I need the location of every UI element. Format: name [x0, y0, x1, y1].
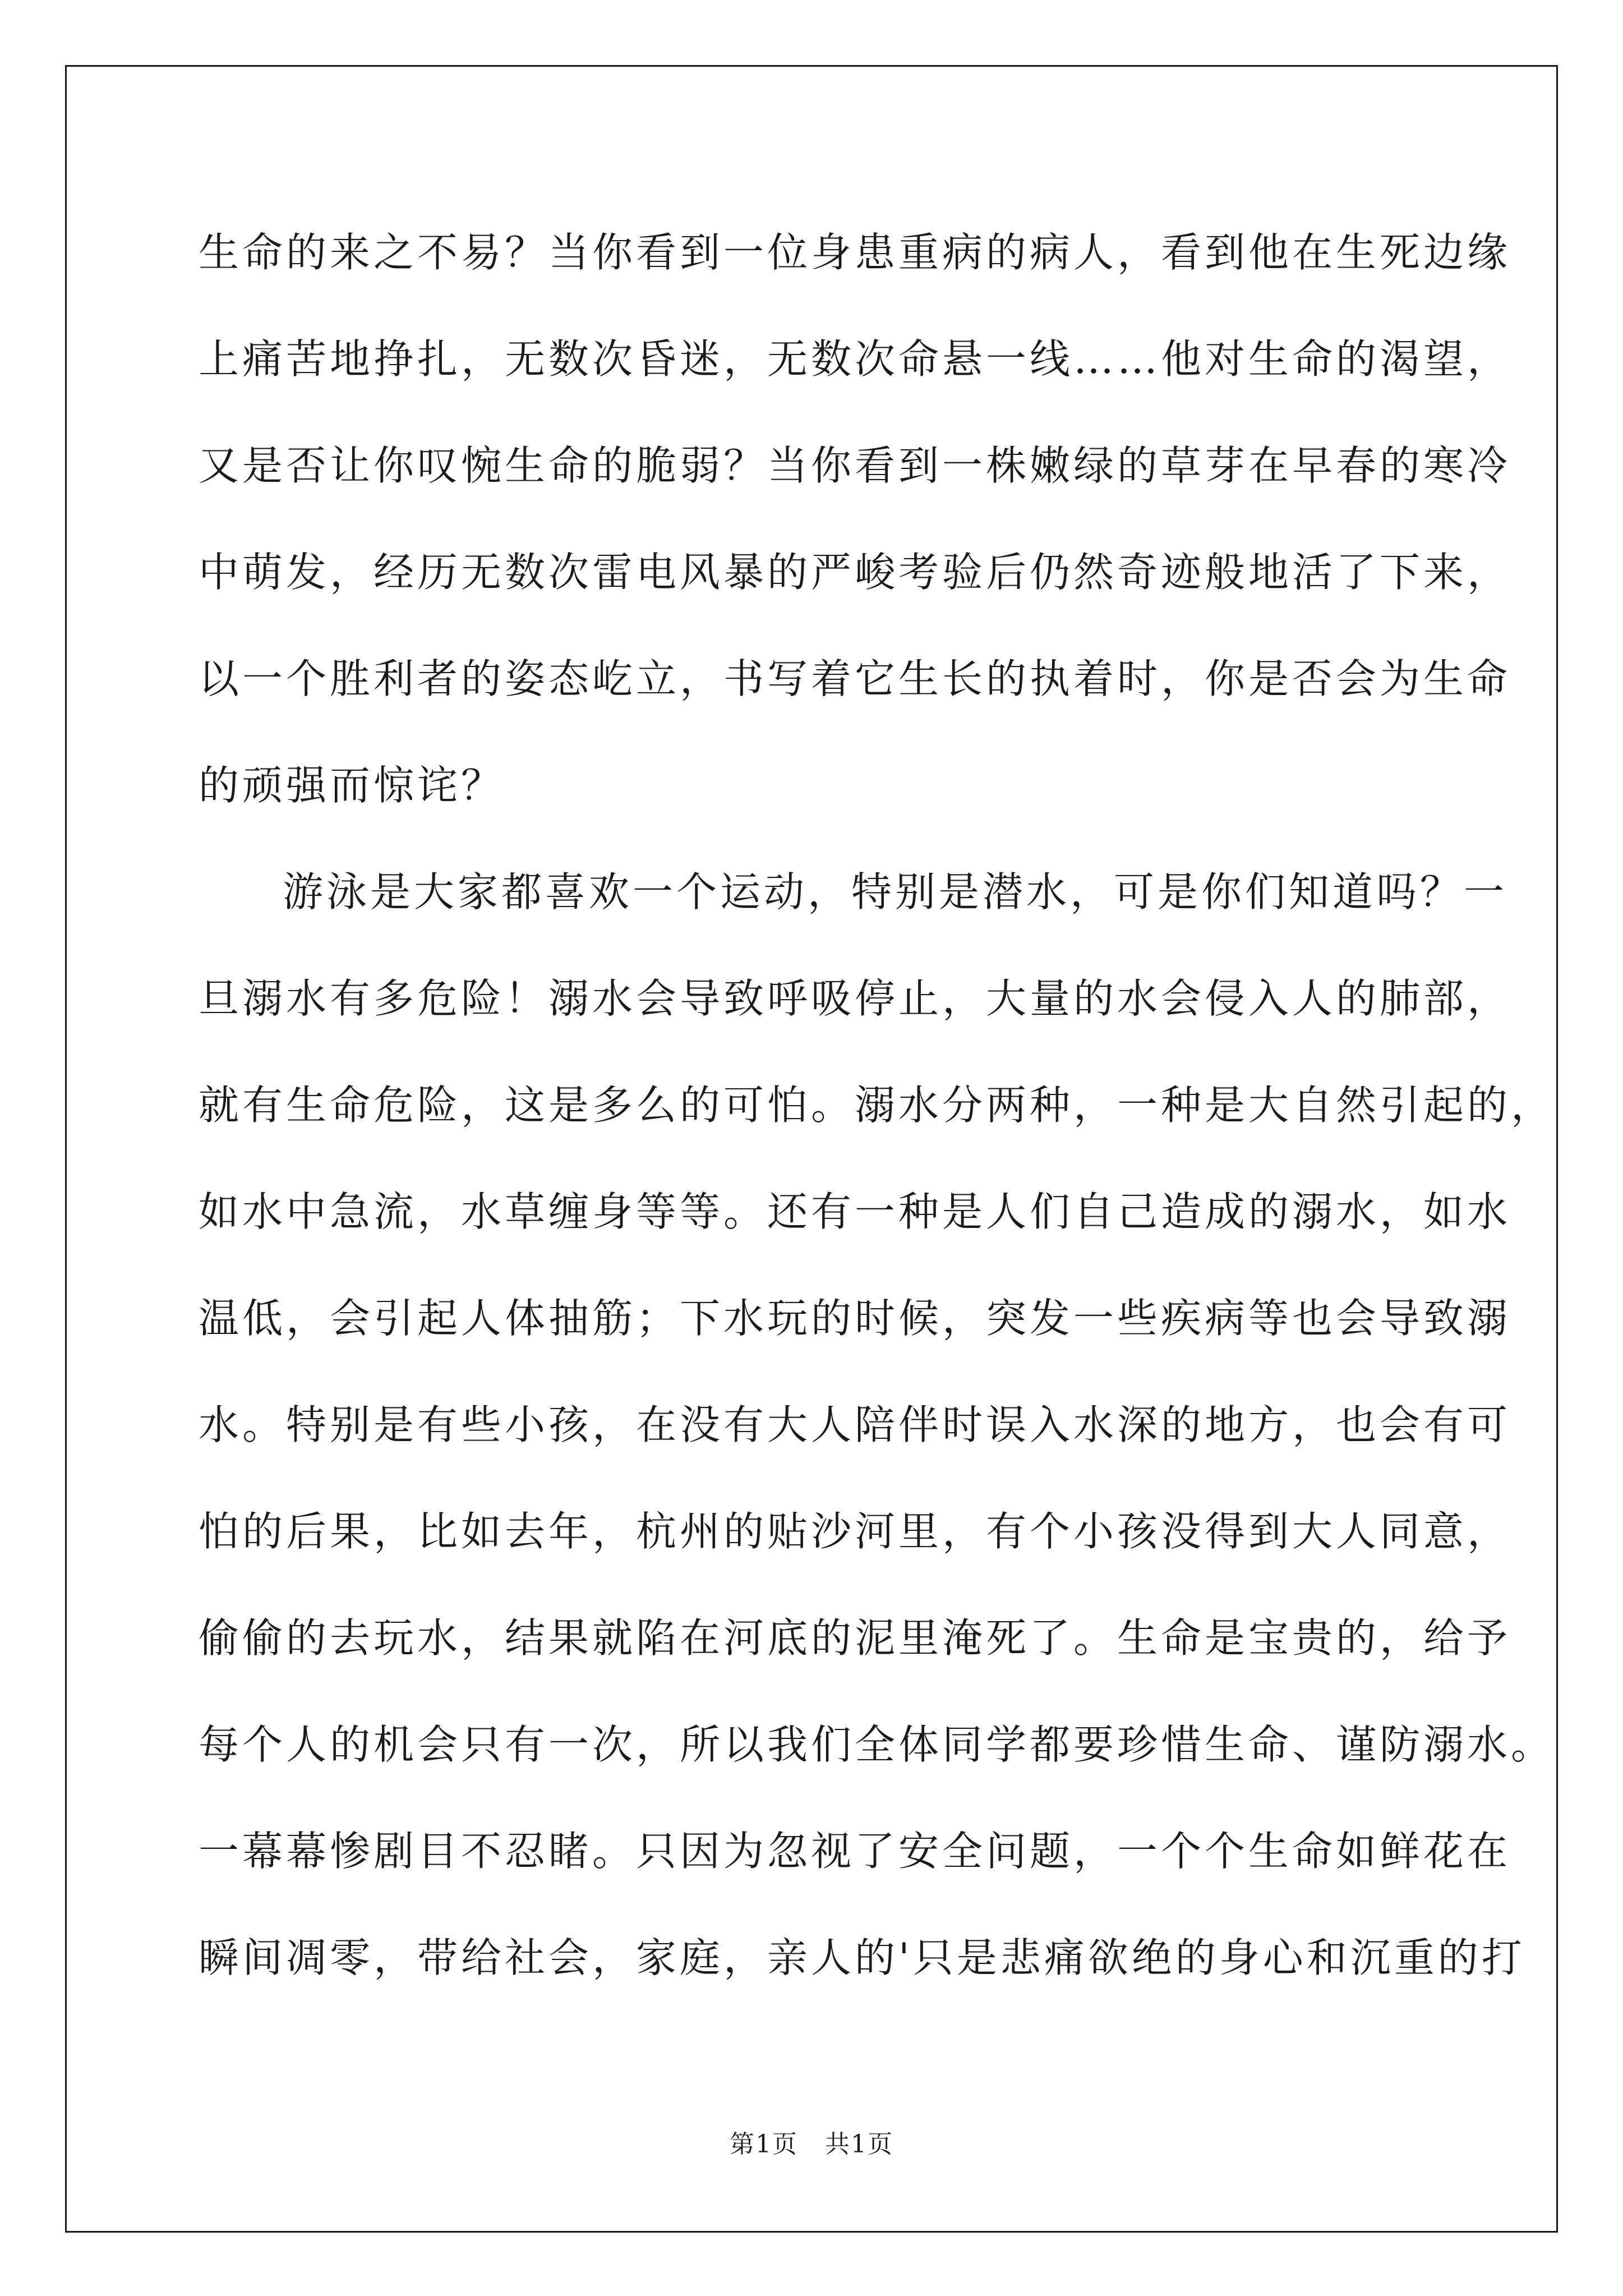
text-line: 每个人的机会只有一次，所以我们全体同学都要珍惜生命、谨防溺水。 [199, 1721, 1555, 1768]
text-line: 如水中急流，水草缠身等等。还有一种是人们自己造成的溺水，如水 [199, 1188, 1511, 1235]
text-line: 旦溺水有多危险！溺水会导致呼吸停止，大量的水会侵入人的肺部， [199, 975, 1511, 1022]
document-body [199, 222, 1555, 2033]
text-line: 又是否让你叹惋生命的脆弱？当你看到一株嫩绿的草芽在早春的寒冷 [199, 442, 1511, 489]
text-line: 怕的后果，比如去年，杭州的贴沙河里，有个小孩没得到大人同意， [199, 1508, 1511, 1555]
text-line: 水。特别是有些小孩，在没有大人陪伴时误入水深的地方，也会有可 [199, 1401, 1511, 1448]
page-footer: 第1页 共1页 [730, 2130, 893, 2159]
text-line: 生命的来之不易？当你看到一位身患重病的病人，看到他在生死边缘 [199, 229, 1511, 276]
text-line: 上痛苦地挣扎，无数次昏迷，无数次命悬一线……他对生命的渴望， [199, 335, 1511, 383]
text-line: 瞬间凋零，带给社会，家庭，亲人的'只是悲痛欲绝的身心和沉重的打 [199, 1934, 1525, 1981]
text-line: 中萌发，经历无数次雷电风暴的严峻考验后仍然奇迹般地活了下来， [199, 549, 1511, 596]
text-line: 就有生命危险，这是多么的可怕。溺水分两种，一种是大自然引起的， [199, 1082, 1555, 1129]
text-line: 的顽强而惊诧？ [199, 762, 505, 809]
text-line: 温低，会引起人体抽筋；下水玩的时候，突发一些疾病等也会导致溺 [199, 1295, 1511, 1342]
text-line: 以一个胜利者的姿态屹立，书写着它生长的执着时，你是否会为生命 [199, 655, 1511, 702]
text-line: 偷偷的去玩水，结果就陷在河底的泥里淹死了。生命是宝贵的，给予 [199, 1614, 1511, 1662]
paragraph-first-line: 游泳是大家都喜欢一个运动，特别是潜水，可是你们知道吗？一 [283, 868, 1508, 915]
text-line: 一幕幕惨剧目不忍睹。只因为忽视了安全问题，一个个生命如鲜花在 [199, 1828, 1511, 1875]
